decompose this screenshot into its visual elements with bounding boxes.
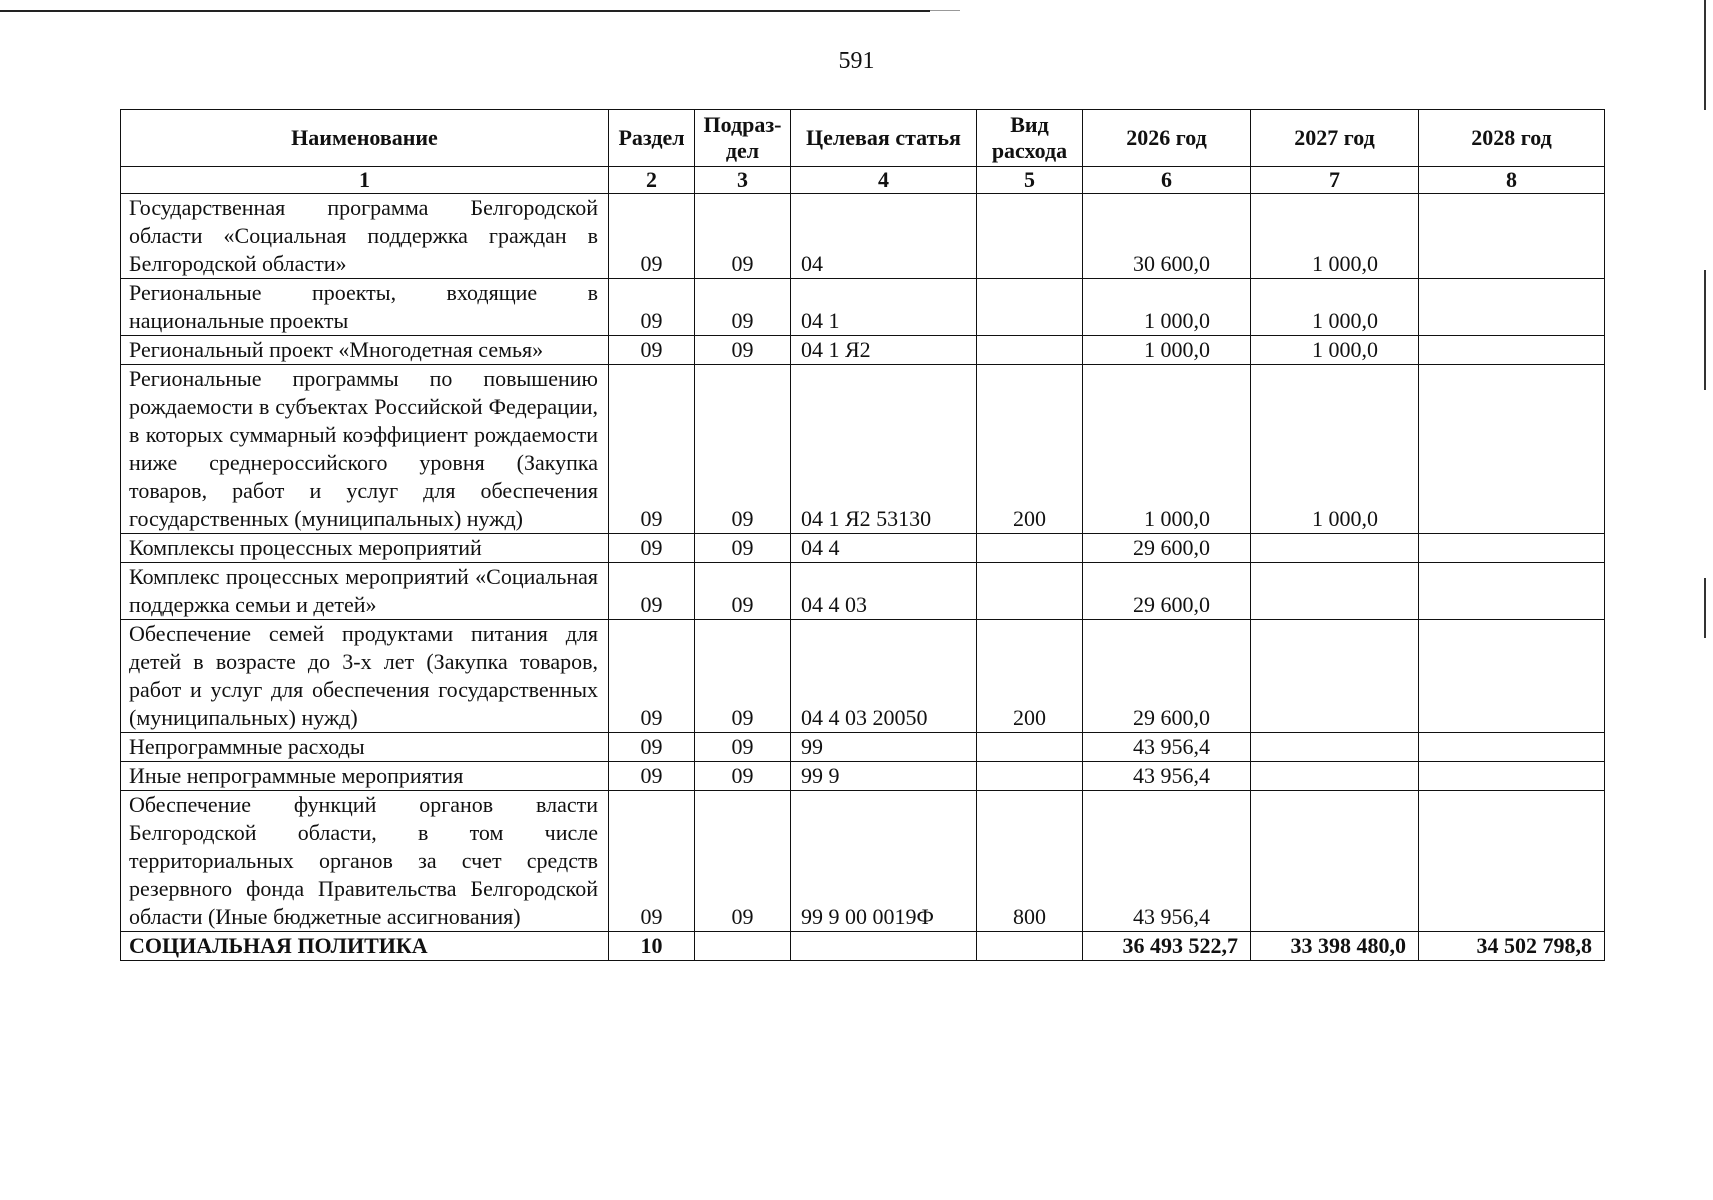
row-2027 (1251, 534, 1419, 563)
row-razdel: 09 (609, 791, 695, 932)
row-statya: 04 (791, 194, 977, 279)
row-vid (977, 279, 1083, 336)
row-2028: 34 502 798,8 (1419, 932, 1605, 961)
row-podrazdel: 09 (695, 336, 791, 365)
row-razdel: 09 (609, 365, 695, 534)
row-statya (791, 932, 977, 961)
row-razdel: 09 (609, 336, 695, 365)
scan-edge-mark (1704, 578, 1706, 638)
row-2028 (1419, 791, 1605, 932)
column-number: 5 (977, 167, 1083, 194)
column-number: 7 (1251, 167, 1419, 194)
scan-edge-mark (1704, 270, 1706, 390)
header-2027: 2027 год (1251, 110, 1419, 167)
row-2027: 33 398 480,0 (1251, 932, 1419, 961)
row-2026: 1 000,0 (1083, 336, 1251, 365)
table-row (121, 762, 1605, 791)
table-row (121, 279, 1605, 336)
row-statya: 99 9 (791, 762, 977, 791)
column-number: 8 (1419, 167, 1605, 194)
table-row (121, 733, 1605, 762)
budget-table (120, 109, 1605, 961)
row-razdel: 09 (609, 762, 695, 791)
row-podrazdel: 09 (695, 279, 791, 336)
header-razdel: Раздел (609, 110, 695, 167)
column-number: 1 (121, 167, 609, 194)
row-podrazdel: 09 (695, 563, 791, 620)
header-podrazdel: Подраз-дел (695, 110, 791, 167)
row-razdel: 09 (609, 534, 695, 563)
table-row (121, 563, 1605, 620)
row-2028 (1419, 534, 1605, 563)
row-2027 (1251, 733, 1419, 762)
row-2026: 30 600,0 (1083, 194, 1251, 279)
row-razdel: 09 (609, 279, 695, 336)
row-name: Региональный проект «Многодетная семья» (121, 336, 609, 365)
row-vid (977, 194, 1083, 279)
row-name: Обеспечение семей продуктами питания для детей в возрасте до 3-х лет (Закупка товаров, работ и услуг для обеспечения государственных (муниципальных) нужд) (121, 620, 609, 733)
row-name: Обеспечение функций органов власти Белгородской области, в том числе территориальных органов за счет средств резервного фонда Правительства Белгородской области (Иные бюджетные ассигнования) (121, 791, 609, 932)
row-2027: 1 000,0 (1251, 279, 1419, 336)
header-vid: Вид расхода (977, 110, 1083, 167)
row-2026: 43 956,4 (1083, 733, 1251, 762)
header-name: Наименование (121, 110, 609, 167)
row-razdel: 10 (609, 932, 695, 961)
row-podrazdel (695, 932, 791, 961)
row-2028 (1419, 563, 1605, 620)
row-razdel: 09 (609, 563, 695, 620)
row-2026: 1 000,0 (1083, 279, 1251, 336)
page-number: 591 (838, 48, 875, 74)
row-2027: 1 000,0 (1251, 365, 1419, 534)
row-podrazdel: 09 (695, 762, 791, 791)
row-name: Комплексы процессных мероприятий (121, 534, 609, 563)
row-vid (977, 336, 1083, 365)
row-2026: 36 493 522,7 (1083, 932, 1251, 961)
row-2028 (1419, 733, 1605, 762)
column-number: 3 (695, 167, 791, 194)
row-razdel: 09 (609, 194, 695, 279)
header-2028: 2028 год (1419, 110, 1605, 167)
row-podrazdel: 09 (695, 534, 791, 563)
row-2028 (1419, 279, 1605, 336)
row-statya: 99 9 00 0019Ф (791, 791, 977, 932)
row-razdel: 09 (609, 620, 695, 733)
row-name: Непрограммные расходы (121, 733, 609, 762)
row-2028 (1419, 336, 1605, 365)
row-2027: 1 000,0 (1251, 194, 1419, 279)
row-vid (977, 534, 1083, 563)
row-razdel: 09 (609, 733, 695, 762)
row-2027 (1251, 563, 1419, 620)
row-2026: 1 000,0 (1083, 365, 1251, 534)
row-2028 (1419, 194, 1605, 279)
row-statya: 99 (791, 733, 977, 762)
row-name: Региональные программы по повышению рождаемости в субъектах Российской Федерации, в которых суммарный коэффициент рождаемости ниже среднероссийского уровня (Закупка товаров, работ и услуг для обеспечения государственных (муниципальных) нужд) (121, 365, 609, 534)
row-2026: 43 956,4 (1083, 762, 1251, 791)
row-podrazdel: 09 (695, 620, 791, 733)
column-number: 6 (1083, 167, 1251, 194)
row-statya: 04 4 03 20050 (791, 620, 977, 733)
row-vid (977, 932, 1083, 961)
table-row-total (121, 932, 1605, 961)
row-vid (977, 762, 1083, 791)
row-vid: 800 (977, 791, 1083, 932)
row-2028 (1419, 762, 1605, 791)
row-name: Комплекс процессных мероприятий «Социальная поддержка семьи и детей» (121, 563, 609, 620)
row-2027 (1251, 791, 1419, 932)
row-name: Региональные проекты, входящие в национальные проекты (121, 279, 609, 336)
row-podrazdel: 09 (695, 733, 791, 762)
row-statya: 04 1 (791, 279, 977, 336)
top-scan-rule-faint (930, 10, 960, 11)
row-vid: 200 (977, 365, 1083, 534)
top-scan-rule (0, 10, 930, 12)
row-2026: 29 600,0 (1083, 620, 1251, 733)
column-number: 2 (609, 167, 695, 194)
row-vid (977, 733, 1083, 762)
row-name: Иные непрограммные мероприятия (121, 762, 609, 791)
row-2026: 29 600,0 (1083, 534, 1251, 563)
header-row (121, 110, 1605, 167)
row-2027 (1251, 762, 1419, 791)
table-row (121, 365, 1605, 534)
row-statya: 04 1 Я2 (791, 336, 977, 365)
row-podrazdel: 09 (695, 194, 791, 279)
row-2027 (1251, 620, 1419, 733)
row-2028 (1419, 620, 1605, 733)
table-row (121, 620, 1605, 733)
table-row (121, 791, 1605, 932)
row-vid (977, 563, 1083, 620)
table-row (121, 194, 1605, 279)
column-number-row (121, 167, 1605, 194)
row-2027: 1 000,0 (1251, 336, 1419, 365)
row-2026: 43 956,4 (1083, 791, 1251, 932)
row-2028 (1419, 365, 1605, 534)
row-podrazdel: 09 (695, 365, 791, 534)
header-2026: 2026 год (1083, 110, 1251, 167)
table-row (121, 534, 1605, 563)
row-name: СОЦИАЛЬНАЯ ПОЛИТИКА (121, 932, 609, 961)
row-podrazdel: 09 (695, 791, 791, 932)
column-number: 4 (791, 167, 977, 194)
row-statya: 04 4 (791, 534, 977, 563)
row-statya: 04 4 03 (791, 563, 977, 620)
header-statya: Целевая статья (791, 110, 977, 167)
row-name: Государственная программа Белгородской области «Социальная поддержка граждан в Белгородской области» (121, 194, 609, 279)
table-row (121, 336, 1605, 365)
row-2026: 29 600,0 (1083, 563, 1251, 620)
row-vid: 200 (977, 620, 1083, 733)
row-statya: 04 1 Я2 53130 (791, 365, 977, 534)
